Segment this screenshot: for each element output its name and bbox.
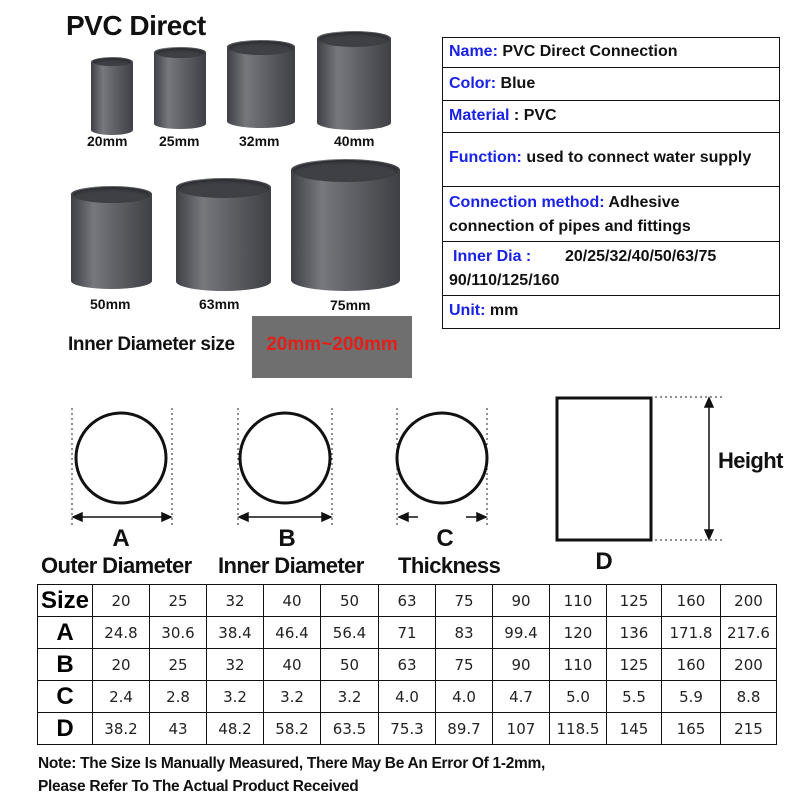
- table-cell: 50: [321, 649, 379, 681]
- page-title: PVC Direct: [66, 10, 206, 41]
- table-cell: 118.5: [550, 713, 607, 745]
- table-cell: 4.7: [493, 681, 550, 713]
- table-row: [38, 617, 777, 649]
- pipe-opening: [93, 58, 131, 66]
- row-header: B: [38, 649, 93, 681]
- spec-value: Adhesive: [604, 194, 680, 211]
- pipe-size-label: 50mm: [90, 296, 131, 312]
- spec-key: Material: [449, 107, 510, 124]
- table-cell: 20: [93, 649, 150, 681]
- range-value: 20mm~200mm: [266, 334, 398, 355]
- spec-value: 20/25/32/40/50/63/75: [565, 248, 717, 265]
- table-cell: 40: [264, 585, 321, 617]
- table-cell: 38.2: [93, 713, 150, 745]
- table-row: [38, 713, 777, 745]
- table-cell: 110: [550, 649, 607, 681]
- spec-row-material: [443, 101, 779, 133]
- pipe-fitting: [291, 159, 400, 291]
- note-line: Please Refer To The Actual Product Received: [38, 778, 359, 795]
- table-cell: 2.4: [93, 681, 150, 713]
- diagram-letter-b: B: [278, 525, 296, 552]
- spec-row-color: [443, 68, 779, 101]
- thickness-label: Thickness: [398, 553, 501, 578]
- pipe-opening: [156, 48, 204, 58]
- table-cell: 30.6: [150, 617, 207, 649]
- pipe-size-label: 63mm: [199, 296, 240, 312]
- table-cell: 160: [662, 585, 721, 617]
- note: [38, 752, 545, 798]
- pipe-size-label: 20mm: [87, 133, 128, 149]
- pipe-fitting: [176, 178, 271, 291]
- table-cell: 8.8: [721, 681, 777, 713]
- table-cell: 90: [493, 585, 550, 617]
- spec-key: Inner Dia :: [453, 248, 532, 265]
- table-cell: 5.0: [550, 681, 607, 713]
- table-cell: 32: [207, 585, 264, 617]
- table-cell: 40: [264, 649, 321, 681]
- table-cell: 200: [721, 585, 777, 617]
- pipe-opening: [293, 160, 398, 182]
- spec-value: Blue: [496, 75, 536, 92]
- table-cell: 25: [150, 649, 207, 681]
- table-row: [38, 585, 777, 617]
- table-cell: 48.2: [207, 713, 264, 745]
- table-cell: 43: [150, 713, 207, 745]
- spec-row-inner-dia: [443, 242, 779, 296]
- table-cell: 58.2: [264, 713, 321, 745]
- inner-diameter-circle: [240, 413, 330, 503]
- dimension-table: [37, 584, 777, 745]
- outer-diameter-circle: [76, 413, 166, 503]
- spec-value: PVC Direct Connection: [497, 43, 678, 60]
- table-cell: 4.0: [436, 681, 493, 713]
- outer-diameter-label: Outer Diameter: [41, 553, 192, 578]
- table-cell: 46.4: [264, 617, 321, 649]
- pipe-opening: [319, 32, 389, 47]
- table-cell: 90: [493, 649, 550, 681]
- table-cell: 217.6: [721, 617, 777, 649]
- table-cell: 63.5: [321, 713, 379, 745]
- row-header: A: [38, 617, 93, 649]
- row-header: D: [38, 713, 93, 745]
- pipe-fitting: [317, 31, 391, 130]
- diagram-letter-d: D: [595, 548, 613, 575]
- pipe-size-label: 75mm: [330, 297, 371, 313]
- spec-row-connection: [443, 187, 779, 242]
- table-cell: 200: [721, 649, 777, 681]
- table-cell: 4.0: [379, 681, 436, 713]
- pipe-fitting: [154, 47, 206, 129]
- table-cell: 50: [321, 585, 379, 617]
- spec-value: used to connect water supply: [521, 149, 752, 166]
- spec-row-function: [443, 133, 779, 187]
- table-cell: 75: [436, 649, 493, 681]
- pipe-fitting: [227, 40, 295, 128]
- table-cell: 32: [207, 649, 264, 681]
- table-cell: 75.3: [379, 713, 436, 745]
- table-cell: 99.4: [493, 617, 550, 649]
- spec-value: 90/110/125/160: [449, 272, 560, 289]
- table-cell: 63: [379, 649, 436, 681]
- pipe-opening: [73, 187, 150, 203]
- spec-value: : PVC: [509, 107, 557, 124]
- pipe-fitting: [91, 57, 133, 135]
- table-cell: 25: [150, 585, 207, 617]
- row-header: C: [38, 681, 93, 713]
- table-cell: 145: [607, 713, 662, 745]
- row-header: Size: [38, 585, 93, 617]
- pipe-size-label: 40mm: [334, 133, 375, 149]
- spec-row-unit: [443, 296, 779, 328]
- pipe-size-label: 32mm: [239, 133, 280, 149]
- table-cell: 215: [721, 713, 777, 745]
- spec-key: Color:: [449, 75, 497, 92]
- table-cell: 83: [436, 617, 493, 649]
- table-cell: 3.2: [207, 681, 264, 713]
- table-cell: 2.8: [150, 681, 207, 713]
- table-cell: 5.9: [662, 681, 721, 713]
- table-cell: 125: [607, 649, 662, 681]
- table-cell: 110: [550, 585, 607, 617]
- spec-box: [442, 37, 780, 329]
- inner-diameter-label: Inner Diameter: [218, 553, 364, 578]
- pipe-opening: [178, 179, 269, 198]
- table-row: [38, 681, 777, 713]
- table-cell: 3.2: [264, 681, 321, 713]
- table-cell: 63: [379, 585, 436, 617]
- pipe-size-label: 25mm: [159, 133, 200, 149]
- spec-key: Unit:: [449, 302, 486, 319]
- table-cell: 71: [379, 617, 436, 649]
- inner-diameter-size-label: Inner Diameter size: [68, 334, 235, 355]
- table-cell: 125: [607, 585, 662, 617]
- spec-row-name: [443, 38, 779, 68]
- table-cell: 136: [607, 617, 662, 649]
- height-label: Height: [718, 448, 783, 473]
- table-cell: 20: [93, 585, 150, 617]
- table-cell: 89.7: [436, 713, 493, 745]
- note-line: Note: The Size Is Manually Measured, There May Be An Error Of 1-2mm,: [38, 755, 546, 772]
- table-cell: 160: [662, 649, 721, 681]
- pipe-fitting: [71, 186, 152, 289]
- table-cell: 107: [493, 713, 550, 745]
- table-cell: 75: [436, 585, 493, 617]
- table-cell: 38.4: [207, 617, 264, 649]
- spec-key: Connection method:: [449, 194, 605, 211]
- height-rectangle: [557, 398, 651, 540]
- pipe-opening: [229, 41, 293, 55]
- spec-key: Function:: [449, 149, 522, 166]
- table-cell: 5.5: [607, 681, 662, 713]
- diagram-letter-a: A: [112, 525, 130, 552]
- table-row: [38, 649, 777, 681]
- table-cell: 120: [550, 617, 607, 649]
- spec-value: mm: [485, 302, 519, 319]
- table-cell: 3.2: [321, 681, 379, 713]
- table-cell: 56.4: [321, 617, 379, 649]
- table-cell: 24.8: [93, 617, 150, 649]
- table-cell: 165: [662, 713, 721, 745]
- table-cell: 171.8: [662, 617, 721, 649]
- diagram-letter-c: C: [436, 525, 454, 552]
- spec-key: Name:: [449, 43, 498, 60]
- thickness-circle: [397, 413, 487, 503]
- spec-value: connection of pipes and fittings: [449, 218, 691, 235]
